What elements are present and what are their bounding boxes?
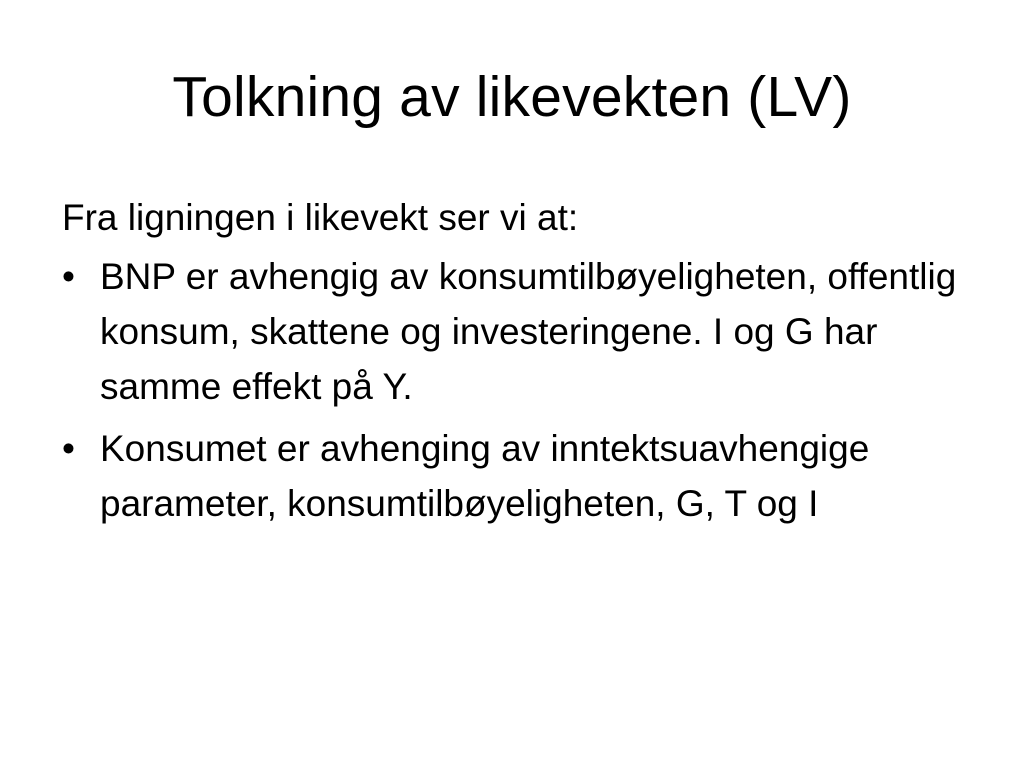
slide-title: Tolkning av likevekten (LV): [172, 65, 852, 129]
bullet-text: Konsumet er avhenging av inntektsuavhengige parameter, konsumtilbøyeligheten, G, T og I: [100, 428, 870, 524]
intro-text: Fra ligningen i likevekt ser vi at:: [62, 197, 579, 238]
bullet-text: BNP er avhengig av konsumtilbøyeligheten, offentlig konsum, skattene og investeringene. I og G har samme effekt på Y.: [100, 256, 957, 407]
slide-body: [62, 190, 962, 538]
bullet-dot-icon: •: [62, 256, 75, 297]
bullet-list: [62, 249, 962, 531]
bullet-item: [62, 249, 962, 414]
bullet-item: [62, 421, 962, 531]
bullet-dot-icon: •: [62, 428, 75, 469]
